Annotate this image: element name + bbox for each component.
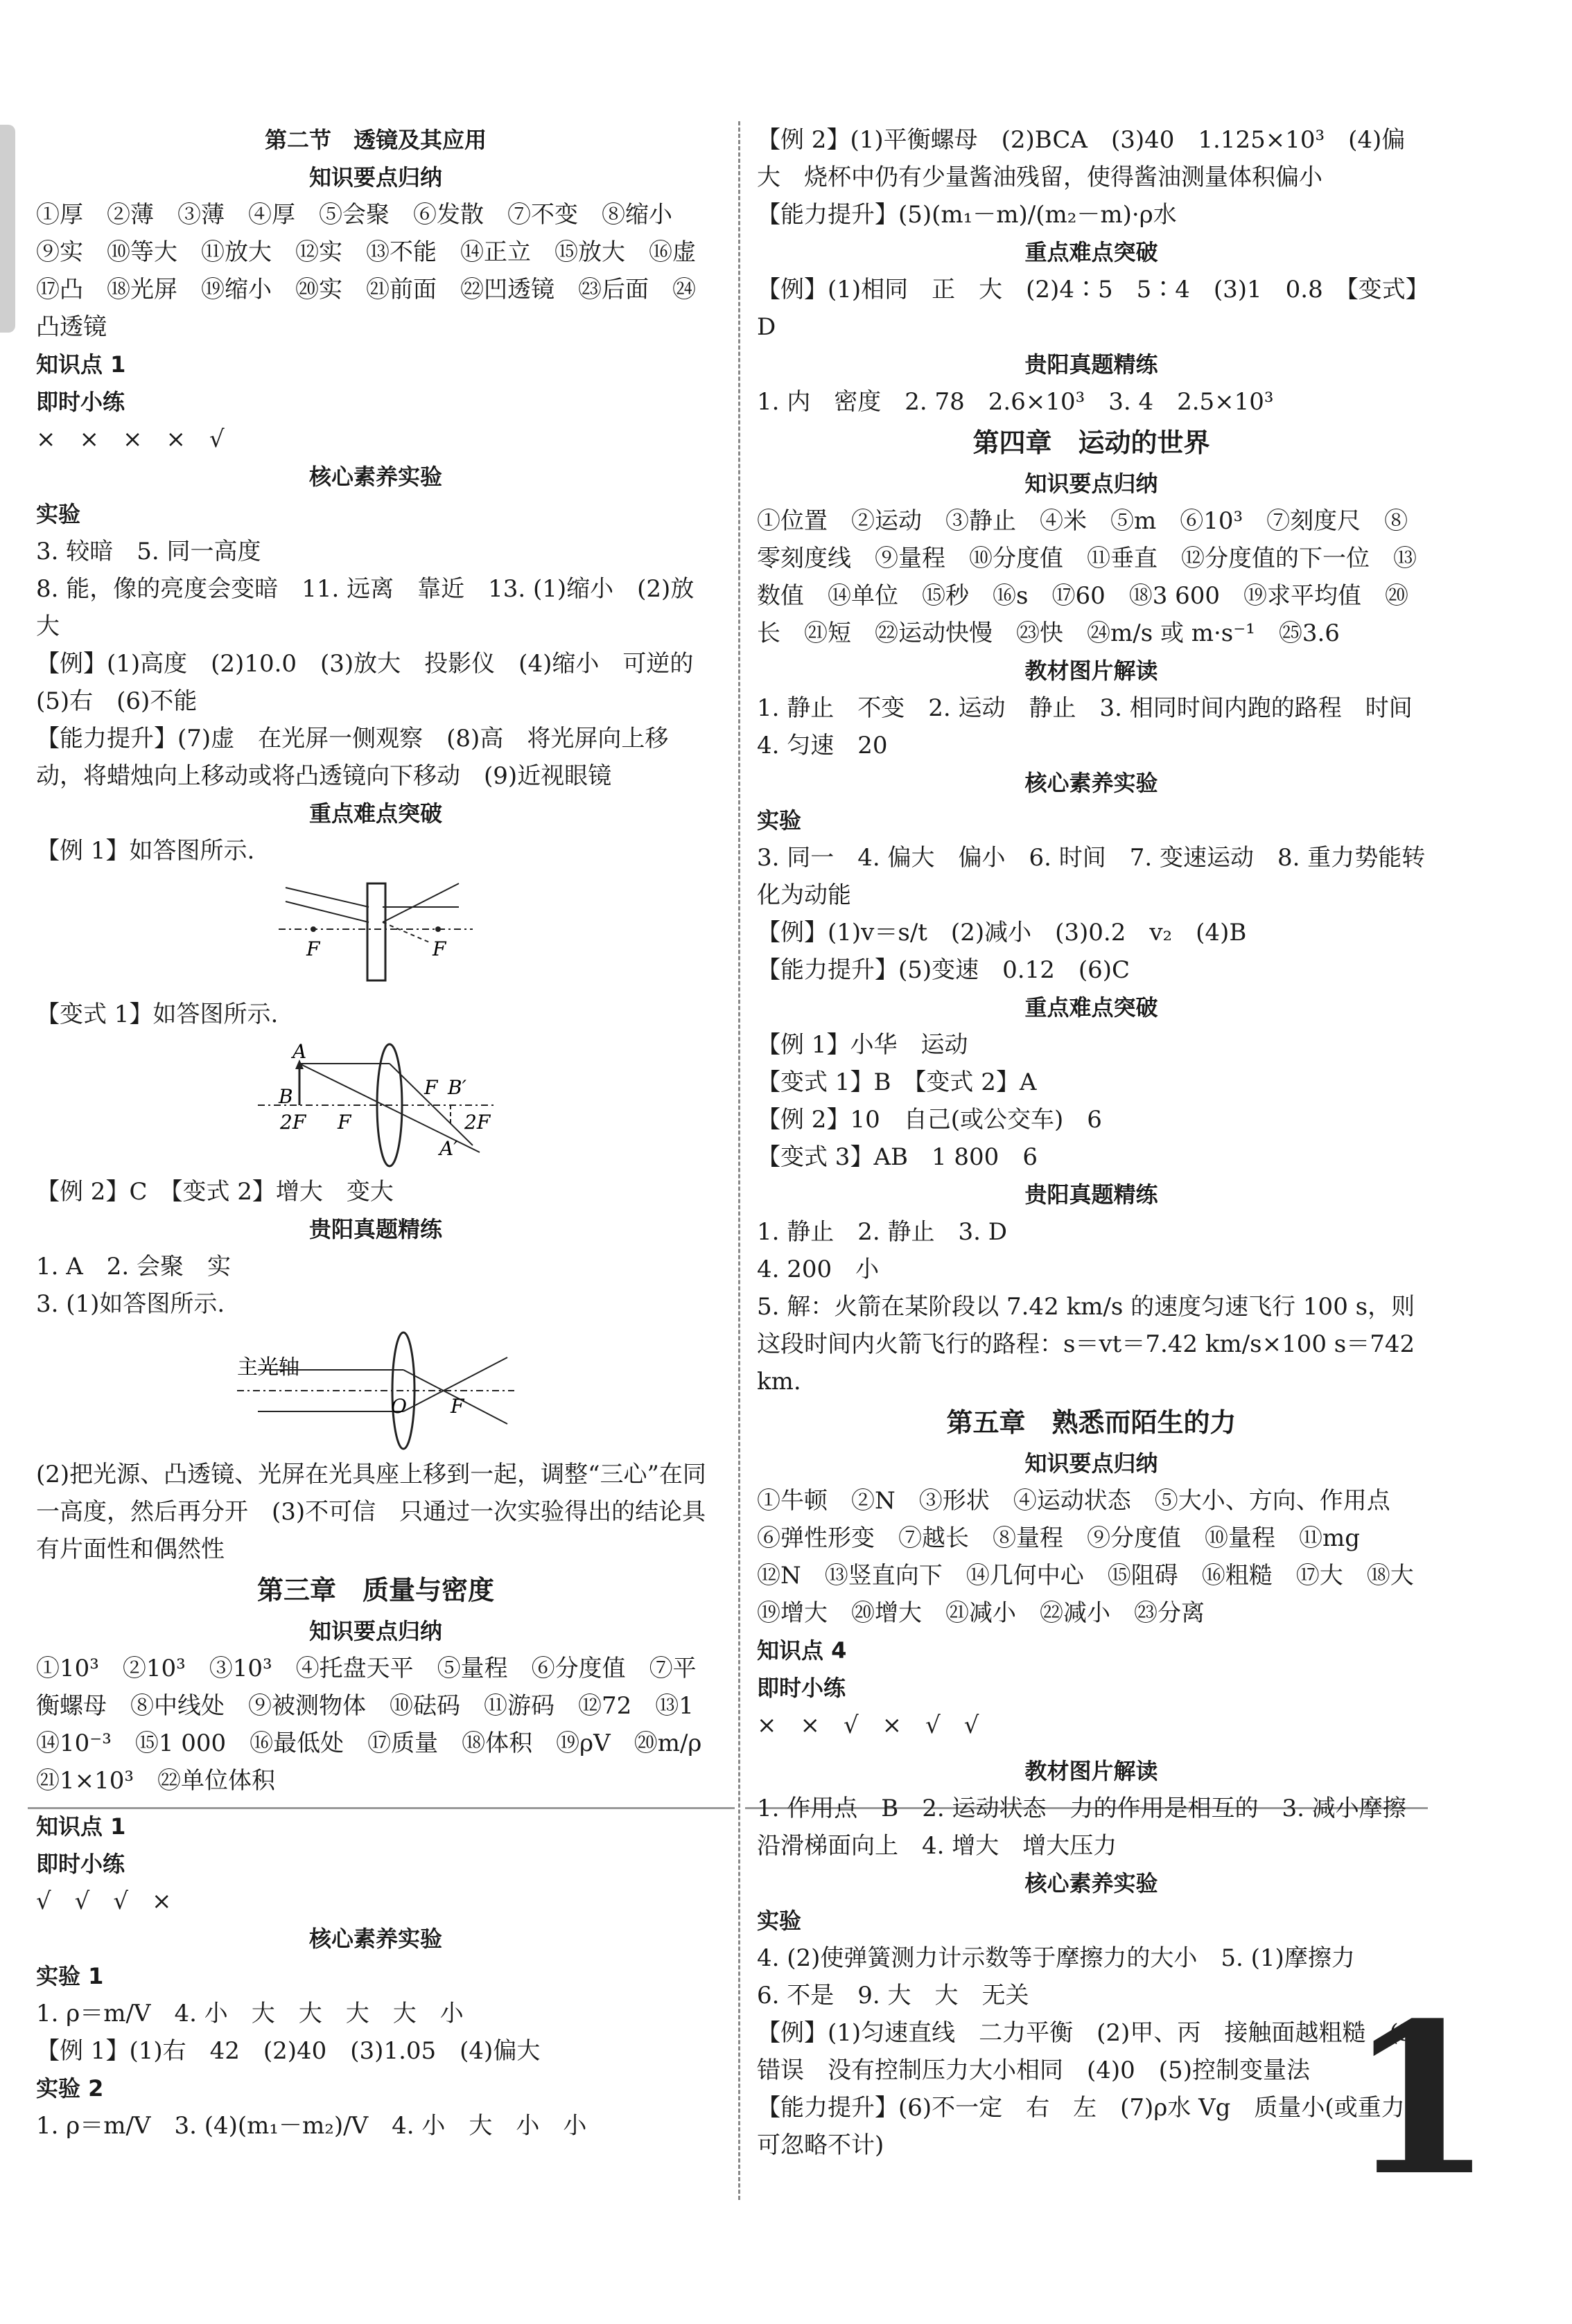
key-points-answer: 【例】(1)相同 正 大 (2)4∶5 5∶4 (3)1 0.8 【变式】D bbox=[757, 276, 1417, 341]
textbook-figure-heading: 教材图片解读 bbox=[1024, 658, 1158, 684]
ability-answer: 【能力提升】(5)(m₁－m)/(m₂－m)·ρ水 bbox=[757, 201, 1177, 229]
knowledge-heading: 知识要点归纳 bbox=[308, 164, 442, 191]
example-answer: 【例】(1)高度 (2)10.0 (3)放大 投影仪 (4)缩小 可逆的 (5)右 (6)不能 bbox=[36, 650, 717, 715]
convex-lens-image-diagram bbox=[244, 1037, 507, 1169]
experiment-line: 1. ρ＝m/V 3. (4)(m₁－m₂)/V 4. 小 大 小 小 bbox=[36, 2112, 587, 2140]
knowledge-answers: ①厚 ②薄 ③薄 ④厚 ⑤会聚 ⑥发散 ⑦不变 ⑧缩小 ⑨实 ⑩等大 ⑪放大 ⑫实 ⑬不能 ⑭正立 ⑮放大 ⑯虚 ⑰凸 ⑱光屏 ⑲缩小 ⑳实 ㉑前面 ㉒凹透镜 ㉓后面 ㉔凸透镜 bbox=[36, 201, 719, 341]
core-experiment-heading: 核心素养实验 bbox=[1024, 770, 1158, 796]
ability-answer: 【能力提升】(7)虚 在光屏一侧观察 (8)高 将光屏向上移动，将蜡烛向上移动或将凸透镜向下移动 (9)近视眼镜 bbox=[36, 725, 669, 790]
ability-answer: 【能力提升】(5)变速 0.12 (6)C bbox=[757, 956, 1130, 984]
key-points-heading: 重点难点突破 bbox=[1024, 994, 1158, 1021]
point-label: 2F bbox=[464, 1111, 491, 1134]
guiyang-answer: 4. 200 小 bbox=[757, 1256, 880, 1283]
chapter-title: 第五章 熟悉而陌生的力 bbox=[946, 1407, 1237, 1438]
guiyang-answer: 1. 内 密度 2. 78 2.6×10³ 3. 4 2.5×10³ bbox=[757, 388, 1274, 416]
refracted-ray bbox=[383, 883, 459, 922]
experiment-line: 3. 同一 4. 偏大 偏小 6. 时间 7. 变速运动 8. 重力势能转化为动能 bbox=[757, 844, 1426, 909]
section-title: 第二节 透镜及其应用 bbox=[264, 127, 487, 153]
practice-marks: × × × × √ bbox=[36, 425, 225, 453]
example-2-answer: 【例 2】(1)平衡螺母 (2)BCA (3)40 1.125×10³ (4)偏大 烧杯中仍有少量酱油残留，使得酱油测量体积偏小 bbox=[757, 126, 1406, 191]
textbook-figure-answer: 1. 静止 不变 2. 运动 静止 3. 相同时间内跑的路程 时间 4. 匀速 20 bbox=[757, 694, 1436, 759]
example-answer: 【例】(1)v＝s/t (2)减小 (3)0.2 v₂ (4)B bbox=[757, 919, 1247, 947]
experiment-label: 实验 bbox=[757, 807, 802, 834]
knowledge-answers: ①位置 ②运动 ③静止 ④米 ⑤m ⑥10³ ⑦刻度尺 ⑧零刻度线 ⑨量程 ⑩分度值 ⑪垂直 ⑫分度值的下一位 ⑬数值 ⑭单位 ⑮秒 ⑯s ⑰60 ⑱3 600 ⑲求平均值 ⑳长 ㉑短 ㉒运动快慢 ㉓快 ㉔m/s 或 m·s⁻¹ ㉕3.6 bbox=[757, 507, 1417, 647]
key-points-answer: 【变式 1】B 【变式 2】A bbox=[757, 1068, 1037, 1096]
right-column bbox=[757, 121, 1438, 2164]
practice-label: 即时小练 bbox=[36, 389, 125, 415]
experiment-line: 6. 不是 9. 大 大 无关 bbox=[757, 1982, 1029, 2009]
focus-label: F bbox=[306, 937, 320, 960]
core-experiment-heading: 核心素养实验 bbox=[1024, 1870, 1158, 1896]
point-label: B bbox=[279, 1085, 293, 1108]
knowledge-heading: 知识要点归纳 bbox=[1024, 470, 1158, 497]
guiyang-exam-heading: 贵阳真题精练 bbox=[1024, 351, 1158, 378]
experiment-line: 4. (2)使弹簧测力计示数等于摩擦力的大小 5. (1)摩擦力 bbox=[757, 1944, 1355, 1972]
convex-lens-focus-diagram bbox=[230, 1327, 521, 1452]
key-points-heading: 重点难点突破 bbox=[1024, 239, 1158, 265]
practice-label: 即时小练 bbox=[36, 1851, 125, 1877]
textbook-figure-answer: 1. 作用点 B 2. 运动状态 力的作用是相互的 3. 减小摩擦 沿滑梯面向上 4. 增大 增大压力 bbox=[757, 1795, 1430, 1860]
textbook-figure-heading: 教材图片解读 bbox=[1024, 1758, 1158, 1784]
experiment-label: 实验 2 bbox=[36, 2075, 104, 2102]
core-experiment-heading: 核心素养实验 bbox=[308, 464, 442, 490]
knowledge-point-label: 知识点 1 bbox=[36, 351, 126, 378]
guiyang-exam-heading: 贵阳真题精练 bbox=[308, 1216, 442, 1242]
experiment-label: 实验 1 bbox=[36, 1963, 104, 1989]
knowledge-point-label: 知识点 4 bbox=[757, 1637, 847, 1664]
guiyang-answer: 1. A 2. 会聚 实 bbox=[36, 1253, 232, 1280]
example-2-and-variant-2: 【例 2】C 【变式 2】增大 变大 bbox=[36, 1178, 394, 1206]
knowledge-heading: 知识要点归纳 bbox=[308, 1618, 442, 1644]
point-label: B′ bbox=[448, 1076, 466, 1099]
key-points-heading: 重点难点突破 bbox=[308, 800, 442, 827]
point-label: F bbox=[451, 1395, 464, 1418]
knowledge-answers: ①10³ ②10³ ③10³ ④托盘天平 ⑤量程 ⑥分度值 ⑦平衡螺母 ⑧中线处 ⑨被测物体 ⑩砝码 ⑪游码 ⑫72 ⑬1 ⑭10⁻³ ⑮1 000 ⑯最低处 ⑰质量 ⑱体积 ⑲ρV ⑳m/ρ ㉑1×10³ ㉒单位体积 bbox=[36, 1655, 726, 1795]
extension-line bbox=[383, 922, 431, 943]
experiment-line: 1. ρ＝m/V 4. 小 大 大 大 大 小 bbox=[36, 2000, 464, 2027]
example-answer: 【例】(1)匀速直线 二力平衡 (2)甲、丙 接触面越粗糙 (3)错误 没有控制压力大小相同 (4)0 (5)控制变量法 bbox=[757, 2019, 1423, 2084]
concave-lens bbox=[367, 883, 385, 980]
page-number: 1 bbox=[1348, 1977, 1493, 2221]
core-experiment-heading: 核心素养实验 bbox=[308, 1926, 442, 1952]
example-1: 【例 1】如答图所示. bbox=[36, 837, 255, 865]
left-column bbox=[36, 121, 726, 2145]
experiment-label: 实验 bbox=[36, 501, 81, 527]
knowledge-heading: 知识要点归纳 bbox=[1024, 1450, 1158, 1477]
chapter-title: 第三章 质量与密度 bbox=[256, 1575, 494, 1605]
point-label: A′ bbox=[439, 1137, 458, 1160]
knowledge-point-label: 知识点 1 bbox=[36, 1813, 126, 1840]
practice-label: 即时小练 bbox=[757, 1675, 846, 1701]
edge-tab bbox=[0, 125, 15, 333]
concave-lens-diagram bbox=[272, 874, 480, 992]
guiyang-answer: 5. 解：火箭在某阶段以 7.42 km/s 的速度匀速飞行 100 s，则这段时间内火箭飞行的路程：s＝vt＝7.42 km/s×100 s＝742 km. bbox=[757, 1293, 1422, 1396]
focus-point bbox=[311, 926, 316, 932]
key-points-answer: 【例 1】小华 运动 bbox=[757, 1031, 968, 1059]
point-label: O bbox=[391, 1395, 407, 1418]
column-divider bbox=[738, 121, 740, 2200]
ability-answer: 【能力提升】(6)不一定 右 左 (7)ρ水 Vg 质量小(或重力可忽略不计) bbox=[757, 2094, 1405, 2159]
guiyang-answer: 1. 静止 2. 静止 3. D bbox=[757, 1218, 1008, 1246]
practice-marks: × × √ × √ √ bbox=[757, 1711, 979, 1739]
experiment-line: 3. 较暗 5. 同一高度 bbox=[36, 538, 261, 565]
experiment-line: 8. 能，像的亮度会变暗 11. 远离 靠近 13. (1)缩小 (2)放大 bbox=[36, 575, 695, 640]
chapter-title: 第四章 运动的世界 bbox=[972, 428, 1210, 458]
point-label: F bbox=[338, 1111, 351, 1134]
key-points-answer: 【变式 3】AB 1 800 6 bbox=[757, 1143, 1038, 1171]
point-label: A bbox=[292, 1040, 307, 1063]
focus-label: F bbox=[433, 937, 446, 960]
focus-point bbox=[435, 926, 441, 932]
experiment-label: 实验 bbox=[757, 1908, 802, 1934]
axis-label: 主光轴 bbox=[237, 1355, 299, 1380]
knowledge-answers: ①牛顿 ②N ③形状 ④运动状态 ⑤大小、方向、作用点 ⑥弹性形变 ⑦越长 ⑧量程 ⑨分度值 ⑩量程 ⑪mg ⑫N ⑬竖直向下 ⑭几何中心 ⑮阻碍 ⑯粗糙 ⑰大 ⑱大 ⑲增大 ⑳增大 ㉑减小 ㉒减小 ㉓分离 bbox=[757, 1487, 1438, 1627]
guiyang-answer: 3. (1)如答图所示. bbox=[36, 1290, 225, 1318]
point-label: F bbox=[424, 1076, 438, 1099]
guiyang-answer: (2)把光源、凸透镜、光屏在光具座上移到一起，调整“三心”在同一高度，然后再分开 (3)不可信 只通过一次实验得出的结论具有片面性和偶然性 bbox=[36, 1461, 706, 1563]
variant-1: 【变式 1】如答图所示. bbox=[36, 1001, 279, 1028]
practice-marks: √ √ √ × bbox=[36, 1887, 172, 1915]
point-label: 2F bbox=[280, 1111, 306, 1134]
guiyang-exam-heading: 贵阳真题精练 bbox=[1024, 1181, 1158, 1208]
example-1-answer: 【例 1】(1)右 42 (2)40 (3)1.05 (4)偏大 bbox=[36, 2037, 541, 2065]
key-points-answer: 【例 2】10 自己(或公交车) 6 bbox=[757, 1106, 1102, 1134]
